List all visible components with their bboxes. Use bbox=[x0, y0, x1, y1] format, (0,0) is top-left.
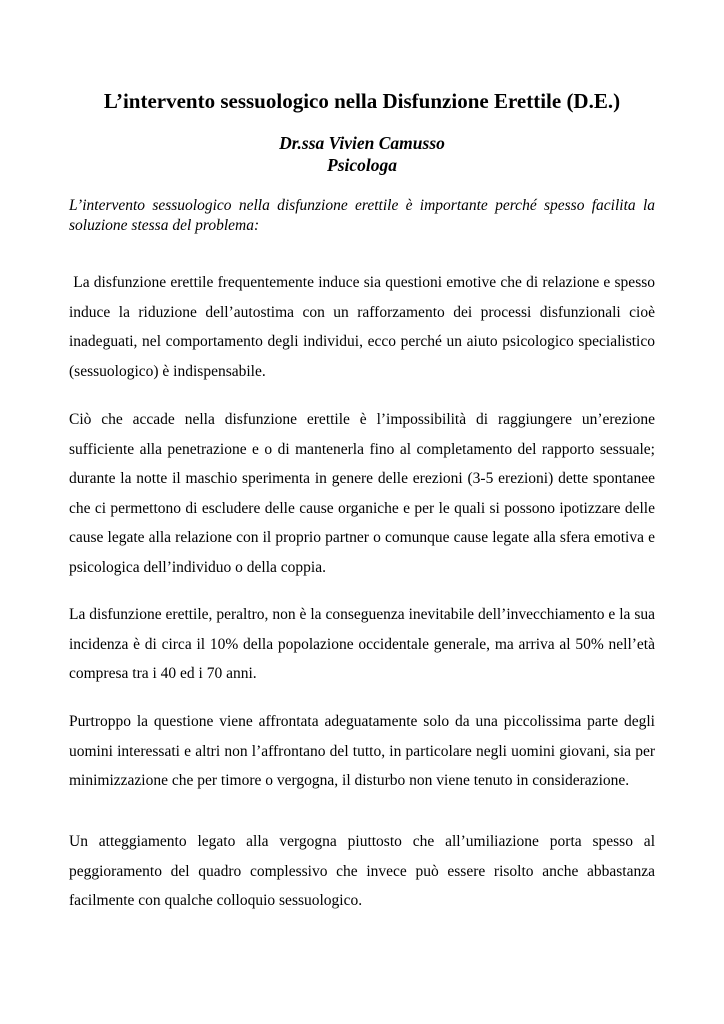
document-title: L’intervento sessuologico nella Disfunzione Erettile (D.E.) bbox=[103, 89, 621, 113]
body-paragraph-2: Ciò che accade nella disfunzione erettile è l’impossibilità di raggiungere un’erezione sufficiente alla penetrazione e o di mantenerla fino al completamento del rapporto sessuale; durante la notte il maschio sperimenta in genere delle erezioni (3-5 erezioni) dette spontanee che ci permettono di escludere delle cause organiche e per le quali si possono ipotizzare delle cause legate alla relazione con il proprio partner o comunque cause legate alla sfera emotiva e psicologica dell’individuo o della coppia. bbox=[69, 411, 655, 576]
author-block bbox=[69, 132, 655, 176]
intro-paragraph: L’intervento sessuologico nella disfunzione erettile è importante perché spesso facilita la soluzione stessa del problema: bbox=[69, 197, 655, 234]
body-paragraph-5: Un atteggiamento legato alla vergogna piuttosto che all’umiliazione porta spesso al peggioramento del quadro complessivo che invece può essere risolto anche abbastanza facilmente con qualche colloquio sessuologico. bbox=[69, 833, 655, 909]
body-paragraph-3: La disfunzione erettile, peraltro, non è la conseguenza inevitabile dell’invecchiamento e la sua incidenza è di circa il 10% della popolazione occidentale generale, ma arriva al 50% nell’età compresa tra i 40 ed i 70 anni. bbox=[69, 606, 655, 682]
author-role: Psicologa bbox=[327, 155, 397, 175]
body-paragraph-4: Purtroppo la questione viene affrontata adeguatamente solo da una piccolissima parte degli uomini interessati e altri non l’affrontano del tutto, in particolare negli uomini giovani, sia per minimizzazione che per timore o vergogna, il disturbo non viene tenuto in considerazione. bbox=[69, 713, 655, 789]
body-paragraph-1: La disfunzione erettile frequentemente induce sia questioni emotive che di relazione e spesso induce la riduzione dell’autostima con un rafforzamento dei processi disfunzionali cioè inadeguati, nel comportamento degli individui, ecco perché un aiuto psicologico specialistico (sessuologico) è indispensabile. bbox=[69, 274, 659, 380]
author-name: Dr.ssa Vivien Camusso bbox=[279, 133, 445, 153]
